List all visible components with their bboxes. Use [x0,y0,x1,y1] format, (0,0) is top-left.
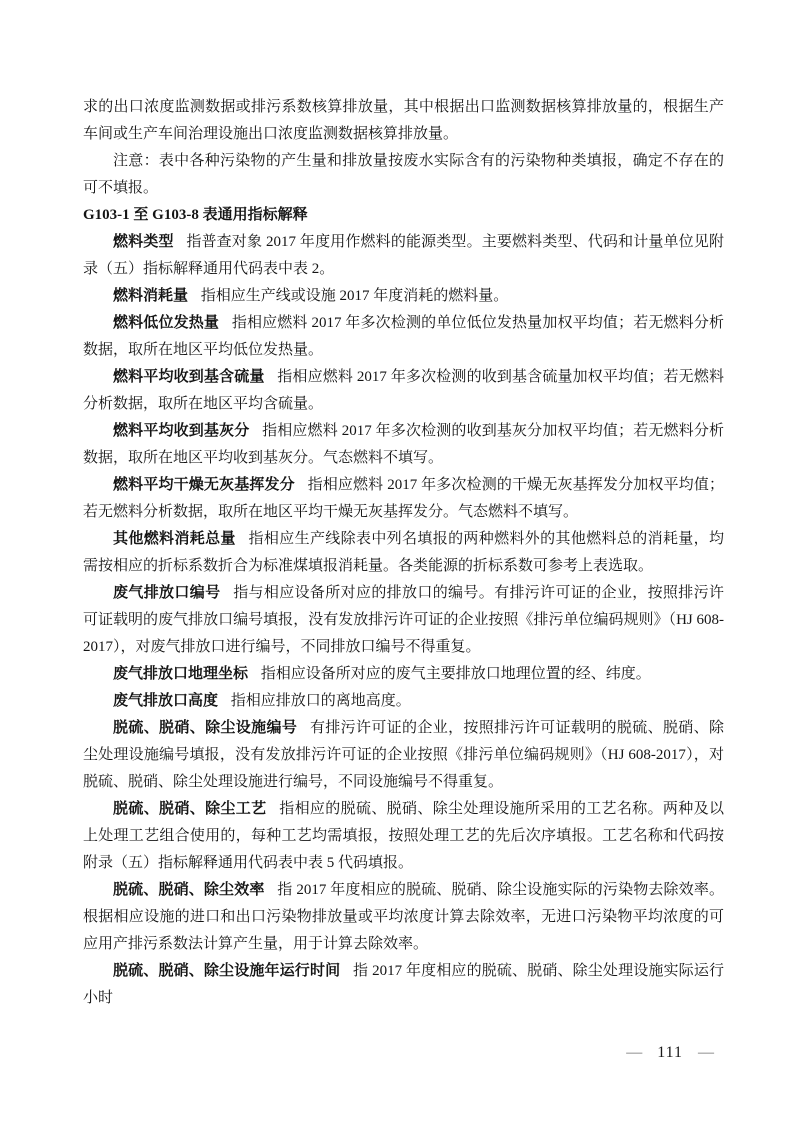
definition-paragraph [83,229,724,283]
definition-term: 脱硫、脱硝、除尘设施编号 [113,720,298,736]
definition-paragraph [83,418,724,472]
definition-term: 废气排放口地理坐标 [113,666,249,682]
definition-body: 指相应燃料 2017 年多次检测的收到基含硫量加权平均值；若无燃料分析数据，取所在地区平均含硫量。 [83,369,724,412]
definition-paragraph [83,526,724,580]
definition-paragraph [83,472,724,526]
definition-term: 燃料平均收到基含硫量 [113,369,265,385]
definition-paragraph [83,310,724,364]
definition-body: 指相应的脱硫、脱硝、除尘处理设施所采用的工艺名称。两种及以上处理工艺组合使用的，每种工艺均需填报，按照处理工艺的先后次序填报。工艺名称和代码按附录（五）指标解释通用代码表中表 5 代码填报。 [83,801,724,871]
page-number: 111 [657,1044,683,1061]
footer-right-dash: — [698,1044,714,1061]
document-page [83,94,724,1012]
note-paragraph: 注意：表中各种污染物的产生量和排放量按废水实际含有的污染物种类填报，确定不存在的可不填报。 [83,153,724,196]
definition-term: 燃料平均收到基灰分 [113,423,250,439]
definition-paragraph [83,364,724,418]
definition-term: 脱硫、脱硝、除尘工艺 [113,801,267,817]
definition-body: 指 2017 年度相应的脱硫、脱硝、除尘处理设施实际运行小时 [83,963,724,1006]
definition-body: 指相应设备所对应的废气主要排放口地理位置的经、纬度。 [260,666,651,682]
definition-body: 指普查对象 2017 年度用作燃料的能源类型。主要燃料类型、代码和计量单位见附录（五）指标解释通用代码表中表 2。 [83,234,724,277]
definition-body: 指相应燃料 2017 年多次检测的收到基灰分加权平均值；若无燃料分析数据，取所在地区平均收到基灰分。气态燃料不填写。 [83,423,724,466]
footer-left-dash: — [626,1044,643,1061]
definition-paragraph [83,661,724,688]
definition-term: 废气排放口编号 [113,585,221,601]
section-title: G103-1 至 G103-8 表通用指标解释 [83,207,308,223]
definition-body: 指相应排放口的离地高度。 [230,693,411,709]
definition-body: 指相应生产线除表中列名填报的两种燃料外的其他燃料总的消耗量，均需按相应的折标系数折合为标准煤填报消耗量。各类能源的折标系数可参考上表选取。 [83,531,724,574]
definition-term: 脱硫、脱硝、除尘设施年运行时间 [113,963,341,979]
definition-paragraph [83,688,724,715]
definition-body: 有排污许可证的企业，按照排污许可证载明的脱硫、脱硝、除尘处理设施编号填报，没有发放排污许可证的企业按照《排污单位编码规则》（HJ 608-2017），对脱硫、脱硝、除尘处理设施进行编号，不同设施编号不得重复。 [83,720,724,790]
definition-term: 废气排放口高度 [113,693,219,709]
definition-term: 其他燃料消耗总量 [113,531,236,547]
definition-term: 燃料类型 [113,234,174,250]
definition-paragraph [83,877,724,958]
definition-body: 指与相应设备所对应的排放口的编号。有排污许可证的企业，按照排污许可证载明的废气排放口编号填报，没有发放排污许可证的企业按照《排污单位编码规则》（HJ 608-2017），对废气排放口进行编号，不同排放口编号不得重复。 [83,585,724,655]
definition-term: 脱硫、脱硝、除尘效率 [113,882,265,898]
definition-paragraph [83,283,724,310]
definition-body: 指相应生产线或设施 2017 年度消耗的燃料量。 [200,288,509,304]
definition-body: 指相应燃料 2017 年多次检测的单位低位发热量加权平均值；若无燃料分析数据，取所在地区平均低位发热量。 [83,315,724,358]
definition-term: 燃料平均干燥无灰基挥发分 [113,477,295,493]
definition-term: 燃料消耗量 [113,288,189,304]
definition-term: 燃料低位发热量 [113,315,220,331]
definition-body: 指相应燃料 2017 年多次检测的干燥无灰基挥发分加权平均值；若无燃料分析数据，取所在地区平均干燥无灰基挥发分。气态燃料不填写。 [83,477,724,520]
definition-body: 指 2017 年度相应的脱硫、脱硝、除尘设施实际的污染物去除效率。根据相应设施的进口和出口污染物排放量或平均浓度计算去除效率，无进口污染物平均浓度的可应用产排污系数法计算产生量，用于计算去除效率。 [83,882,724,952]
page-footer [626,1044,714,1062]
definition-paragraph [83,958,724,1012]
definition-paragraph [83,715,724,796]
definition-paragraph [83,580,724,661]
definition-paragraph [83,796,724,877]
continuation-paragraph: 求的出口浓度监测数据或排污系数核算排放量，其中根据出口监测数据核算排放量的，根据生产车间或生产车间治理设施出口浓度监测数据核算排放量。 [83,99,724,142]
